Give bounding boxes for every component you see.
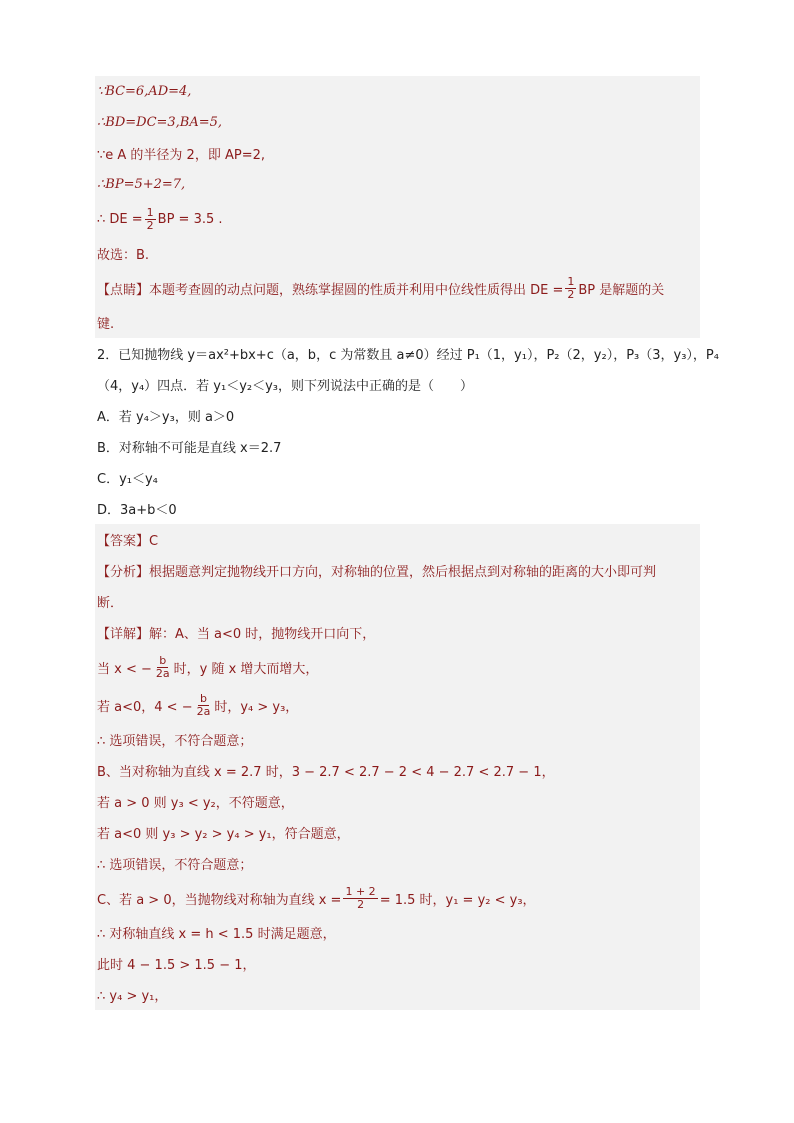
option-c: C．y₁＜y₄	[97, 472, 158, 487]
solution-line-2: ∴BD=DC=3,BA=5,	[95, 107, 700, 138]
detail-line-3: 若 a<0，4 < − $\frac{b}{2a}$ 时，y₄ > y₃，	[95, 686, 700, 724]
detail-line-7: 若 a<0 则 y₃ > y₂ > y₄ > y₁，符合题意，	[95, 817, 700, 848]
document-page	[95, 76, 719, 1010]
tip-line-2: 键.	[95, 307, 700, 338]
question-stem-1: 2．已知抛物线 y＝ax²+bx+c（a，b，c 为常数且 a≠0）经过 P₁（1，y₁），P₂（2，y₂），P₃（3，y₃），P₄	[97, 348, 719, 363]
option-d: D．3a+b＜0	[97, 503, 177, 518]
detail-line-10: ∴ 对称轴直线 x = h < 1.5 时满足题意，	[95, 917, 700, 948]
answer-line: 【答案】C	[95, 524, 700, 555]
question-stem-2: （4，y₄）四点．若 y₁＜y₂＜y₃，则下列说法中正确的是（ ）	[97, 379, 474, 394]
fraction: $\frac{b}{2a}$	[155, 653, 170, 680]
detail-line-4: ∴ 选项错误，不符合题意；	[95, 724, 700, 755]
detail-line-8: ∴ 选项错误，不符合题意；	[95, 848, 700, 879]
analysis-line-1: 【分析】根据题意判定抛物线开口方向，对称轴的位置，然后根据点到对称轴的距离的大小即可判	[95, 555, 700, 586]
detail-line-5: B、当对称轴为直线 x = 2.7 时，3 − 2.7 < 2.7 − 2 < 4 − 2.7 < 2.7 − 1，	[95, 755, 700, 786]
analysis-line-2: 断．	[95, 586, 700, 617]
solution-line-1: ∵BC=6,AD=4,	[95, 76, 700, 107]
detail-line-12: ∴ y₄ > y₁，	[95, 979, 700, 1010]
fraction: $\frac{1}{2}$	[567, 274, 575, 301]
fraction: $\frac{1}{2}$	[146, 205, 154, 232]
solution-line-5: ∴ DE = $\frac{1}{2}$ BP = 3.5 .	[95, 200, 700, 238]
detail-line-11: 此时 4 − 1.5 > 1.5 − 1，	[95, 948, 700, 979]
option-a: A．若 y₄＞y₃，则 a＞0	[97, 410, 235, 425]
solution-line-3: ∵e A 的半径为 2，即 AP=2,	[95, 138, 700, 169]
detail-line-2: 当 x < − $\frac{b}{2a}$ 时，y 随 x 增大而增大，	[95, 648, 700, 686]
solution-line-6: 故选：B.	[95, 238, 700, 269]
fraction: $\frac{1 + 2}{2}$	[345, 884, 376, 911]
detail-line-9: C、若 a > 0，当抛物线对称轴为直线 x = $\frac{1 + 2}{2}$ = 1.5 时，y₁ = y₂ < y₃，	[95, 879, 700, 917]
fraction: $\frac{b}{2a}$	[196, 691, 211, 718]
detail-line-6: 若 a > 0 则 y₃ < y₂，不符题意，	[95, 786, 700, 817]
option-b: B．对称轴不可能是直线 x＝2.7	[97, 441, 282, 456]
tip-line-1: 【点睛】本题考查圆的动点问题，熟练掌握圆的性质并利用中位线性质得出 DE = $\frac{1}{2}$ BP 是解题的关	[95, 269, 700, 307]
solution-line-4: ∴BP=5+2=7,	[95, 169, 700, 200]
detail-line-1: 【详解】解：A、当 a<0 时，抛物线开口向下，	[95, 617, 700, 648]
